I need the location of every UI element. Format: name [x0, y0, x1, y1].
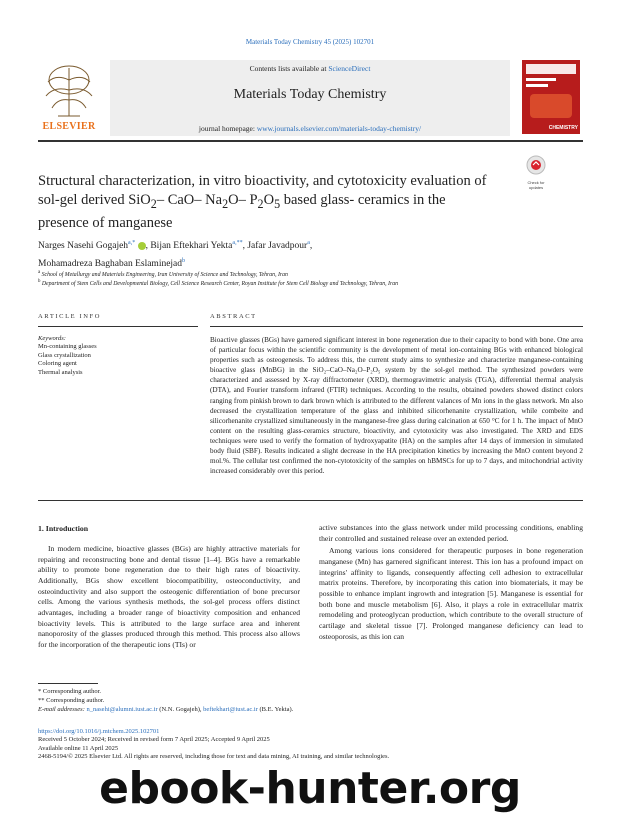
journal-title: Materials Today Chemistry — [233, 87, 387, 102]
title-text: based glass- ceramics in the presence of manganese — [38, 192, 446, 231]
available-online: Available online 11 April 2025 — [38, 744, 119, 752]
keyword-item: Thermal analysis — [38, 368, 83, 376]
title-sub: 2 — [222, 196, 229, 211]
footnote-rule — [38, 683, 98, 684]
author-name[interactable]: Jafar Javadpour — [247, 241, 308, 252]
corresponding-author-note: * Corresponding author. — [38, 688, 102, 695]
article-meta — [38, 728, 583, 762]
title-text: O– P — [228, 192, 258, 208]
abstract-text: Bioactive glasses (BGs) have garnered significant interest in bone regeneration due to their capacity to bond with bone. One area of particular focus within the scientific community is the development of metal ion-containing BGs with enhanced biological properties such as osteogenesis. To address this, the current study aims to synthesize and characterize manganese-containing bioactive glass (MnBG) in the SiO₂–CaO–Na₂O–P₂O₅ system by the sol-gel method. The synthesized powders were characterized and assessed by X-ray diffractometer (XRD), thermogravimetric analysis (TGA), differential thermal analysis (DTA), and Fourier transform infrared (FTIR) techniques. According to the results, obtained powders showed distinct colors ranging from pinkish brown to dark brown which is attributed to the different valances of Mn ions in the glass network. Mn also decreased the crystallization temperature of the glass and inhibited silicorhenanite crystallization, while combeite and silicorhenanite crystallized simultaneously in the manganese-free glass during calcination at 650 °C for 1 h. The impact of MnO content on the resulting glass-ceramics structure, bioactivity, and cytotoxicity was also investigated. The XRD and EDS techniques were used to verify the formation of hydroxyapatite (HA) on the samples after 14 days of immersion in simulated body fluid (SBF). Results indicated a slight decrease in the HA precipitation kinetics by increasing the MnO content beyond 2 mol.%. The cellular test confirmed the non-cytotoxicity of the samples on hBMSCs for up to 7 days, and mitochondrial activity increased considerably over this period. — [210, 336, 583, 476]
keyword-item: Coloring agent — [38, 360, 77, 367]
affiliation-mark: b — [38, 279, 41, 284]
email-owner: (N.N. Gogajeh), — [157, 706, 204, 713]
affiliation — [38, 279, 558, 287]
paragraph: active substances into the glass network under mild processing conditions, enabling their controlled and sustained release over an extended period. — [319, 523, 583, 543]
title-text: Structural characterization, in vitro bioactivity, and cytotoxicity evaluation of sol-gel derived SiO — [38, 173, 487, 208]
check-for-updates-badge[interactable] — [521, 154, 551, 190]
corresponding-author-note: ** Corresponding author. — [38, 697, 105, 704]
keywords-label: Keywords: — [38, 335, 66, 342]
abstract-heading: ABSTRACT — [210, 313, 257, 320]
abstract-bottom-rule — [38, 500, 583, 501]
cover-header-strip — [526, 64, 576, 74]
author-list: Narges Nasehi Gogajeh$^{a,*}$ , Bijan Eftekhari Yekta$^{a,**}$, Jafar Javadpour$^a$, Mohamadreza Baghaban Eslaminejad$^b$ — [38, 240, 313, 270]
copyright: 2468-5194/© 2025 Elsevier Ltd. All rights are reserved, including those for text and data mining, AI training, and similar technologies. — [38, 753, 390, 761]
affiliation-mark: a — [38, 270, 41, 275]
article-title — [38, 172, 498, 233]
badge-line: updates — [528, 184, 544, 190]
affiliation — [38, 270, 558, 278]
author-sup[interactable]: a — [307, 240, 310, 246]
article-info-heading: ARTICLE INFO — [38, 313, 102, 320]
affiliation-text: School of Metallurgy and Materials Engineering, Iran University of Science and Technology, Tehran, Iran — [41, 271, 288, 278]
keywords-list — [38, 343, 97, 377]
title-text: – CaO– Na — [156, 192, 223, 208]
author-name[interactable]: Mohamadreza Baghaban Eslaminejad — [38, 259, 183, 270]
email-owner: (B.E. Yekta). — [257, 706, 294, 713]
author-name[interactable]: Narges Nasehi Gogajeh — [38, 241, 129, 252]
author-name[interactable]: Bijan Eftekhari Yekta — [150, 241, 233, 252]
email-label: E-mail addresses: — [38, 706, 87, 713]
received-dates: Received 5 October 2024; Received in revised form 7 April 2025; Accepted 9 April 2025 — [38, 736, 270, 744]
homepage-line — [110, 124, 510, 133]
check-updates-icon — [521, 154, 551, 176]
article-info-rule — [38, 326, 198, 327]
footnotes — [38, 687, 438, 714]
journal-cover-thumbnail — [522, 60, 580, 134]
cover-label: CHEMISTRY — [548, 125, 578, 131]
title-sub: 2 — [257, 196, 264, 211]
cover-image — [530, 94, 572, 118]
affiliation-text: Department of Stem Cells and Developmental Biology, Cell Science Research Center, Royan Institute for Stem Cell Biology and Technology, Tehran, Iran — [41, 280, 399, 287]
publisher-name: ELSEVIER — [42, 121, 96, 132]
header-divider — [38, 140, 583, 142]
author-sup[interactable]: b — [182, 258, 186, 265]
intro-left-column — [38, 544, 300, 651]
title-sub: 5 — [274, 196, 281, 211]
homepage-link[interactable]: www.journals.elsevier.com/materials-today-chemistry/ — [256, 124, 422, 133]
elsevier-logo — [38, 60, 100, 134]
badge-line: Check for — [527, 180, 545, 185]
author-sup[interactable]: a,* — [128, 240, 136, 246]
keyword-item: Mn-containing glasses — [38, 343, 97, 350]
contents-line — [110, 64, 510, 73]
section-heading: 1. Introduction — [38, 524, 89, 533]
intro-right-column — [319, 523, 583, 642]
watermark-text: ebook-hunter.org — [99, 763, 521, 814]
contents-prefix: Contents lists available at — [249, 64, 329, 73]
email-link[interactable]: beftekhari@iust.ac.ir — [203, 706, 258, 713]
author-sup[interactable]: a,** — [232, 240, 243, 246]
email-line — [38, 705, 438, 714]
title-text: O — [263, 192, 275, 208]
paragraph: Among various ions considered for therapeutic purposes in bone regeneration manganese (Mn) has garnered significant interest. This ion has a profound impact on integrins' affinity to ligands, consequently affecting cell adhesion to extracellular matrix proteins. Therefore, by incorporating this cation into biomaterials, it may be possible to enhance implant ingrowth and integration [5]. Manganese is essential for both bone and muscle metabolism [6]. Also, it plays a role in extracellular matrix remodeling and proteoglycan production, which contribute to the overall structure of cartilage and skeletal tissue [7]. Prolonged manganese deficiency can lead to osteoporosis, as this ion can — [319, 546, 583, 641]
journal-reference[interactable]: Materials Today Chemistry 45 (2025) 102701 — [245, 38, 375, 46]
orcid-icon[interactable] — [138, 242, 146, 250]
cover-line — [526, 84, 548, 87]
paragraph: In modern medicine, bioactive glasses (BGs) are highly attractive materials for repairing and reconstructing bone and dental tissue [1–4]. BGs have a remarkable ability to promote bone regeneration due to their high rates of bioactivity. Additionally, BGs show excellent biocompatibility, osteoconductivity, and osteoinductivity and also support the osteogenic differentiation of bone precursor cells. Among the various synthesis methods, the sol-gel process offers distinct advantages, including a broader range of bioactivity composition and enhanced bioactivity levels. This is attributed to the large surface area and inherent nanoporosity of the glasses produced through this method. This process also allows for the incorporation of the therapeutic ions (TIs) or — [38, 544, 300, 649]
cover-line — [526, 78, 556, 81]
sciencedirect-link[interactable]: ScienceDirect — [328, 64, 371, 73]
abstract-rule — [210, 326, 583, 327]
keyword-item: Glass crystallization — [38, 351, 91, 359]
homepage-prefix: journal homepage: — [198, 124, 257, 133]
email-link[interactable]: n_nasehi@alumni.iust.ac.ir — [86, 706, 158, 713]
title-sub: 2 — [150, 196, 157, 211]
doi-link[interactable]: https://doi.org/10.1016/j.mtchem.2025.102701 — [38, 728, 160, 735]
